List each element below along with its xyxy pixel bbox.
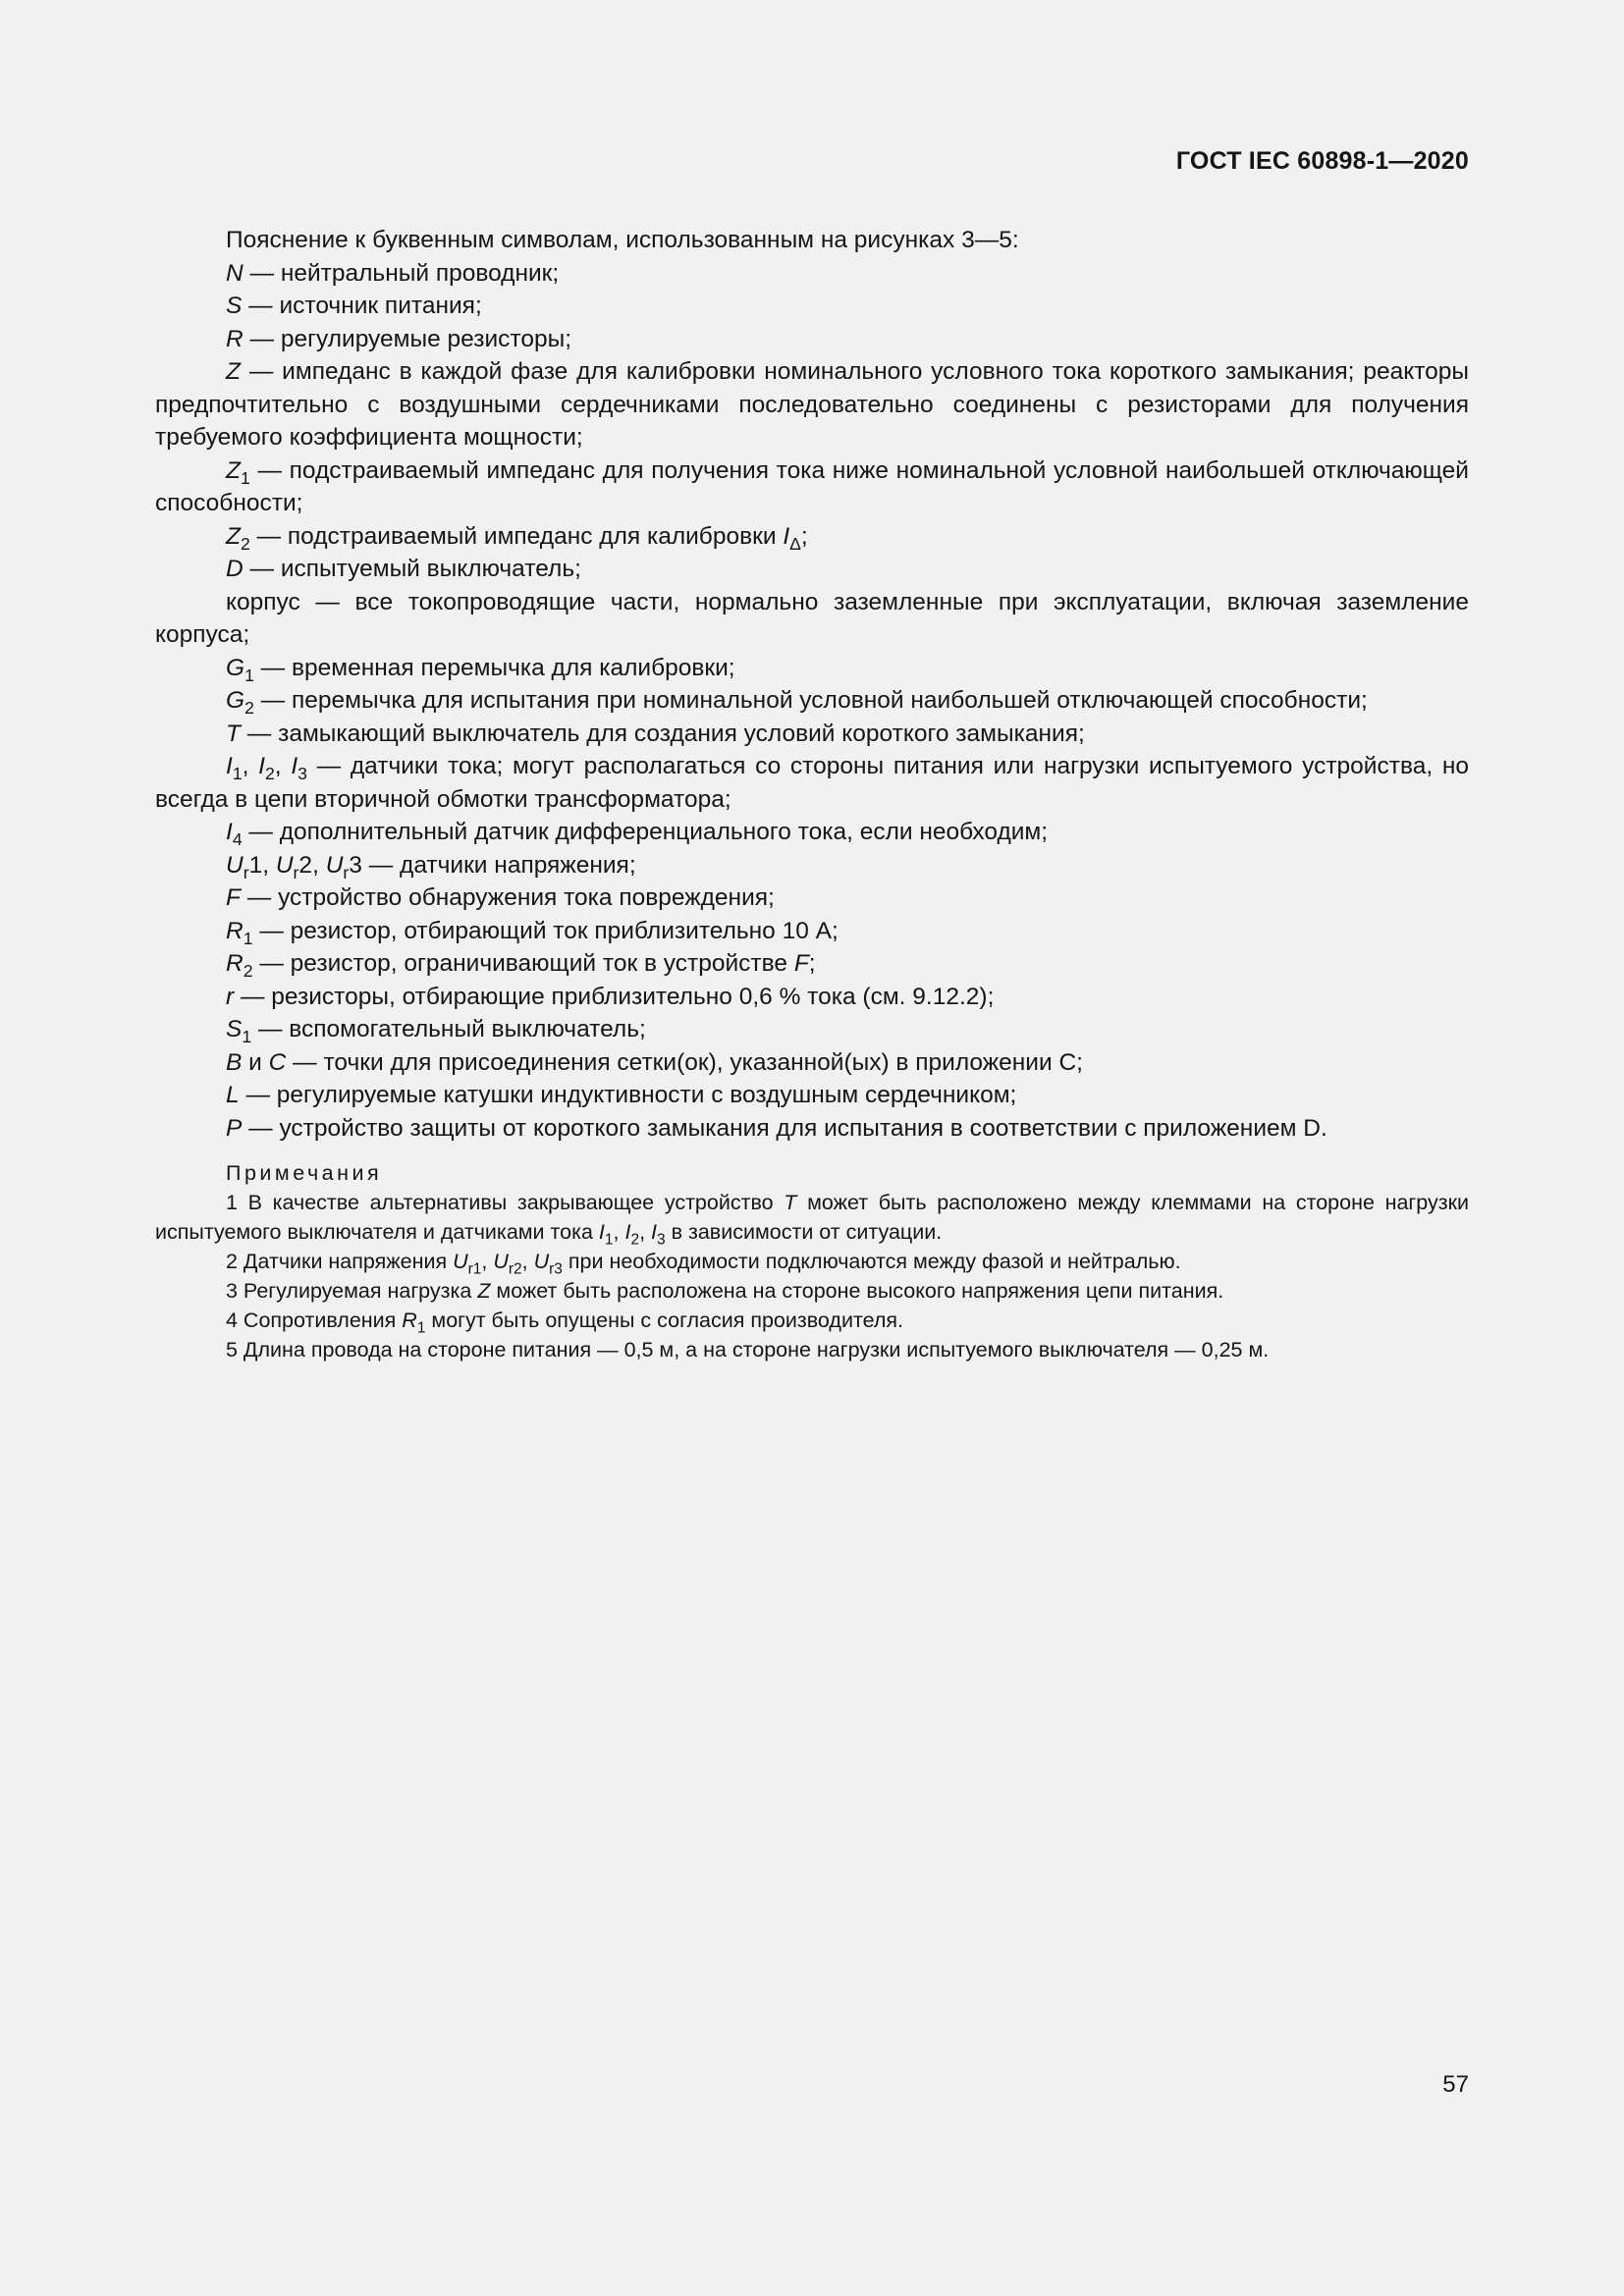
note-4: 4 Сопротивления $R_1$ могут быть опущены с согласия производителя. [226, 1308, 903, 1337]
legend-item: Z — импеданс в каждой фазе для калибровки номинального условного тока короткого замыкания; реакторы предпочтительно с воздушными сердечниками последовательно соединены с резисторами для получения требуемого коэффициента мощности; [155, 358, 1469, 451]
legend-item: T — замыкающий выключатель для создания условий короткого замыкания; [226, 720, 1085, 747]
legend-item: $I_4$ — дополнительный датчик дифференциального тока, если необходим; [226, 819, 1049, 850]
legend-item: L — регулируемые катушки индуктивности с воздушным сердечником; [226, 1082, 1017, 1108]
note-1: 1 В качестве альтернативы закрывающее устройство T может быть расположено между клеммами на стороне нагрузки испытуемого выключателя и датчиками тока $I_1$, $I_2$, $I_3$ в зависимости от ситуации. [155, 1191, 1469, 1249]
page-number: 57 [1442, 2071, 1469, 2098]
legend-item: F — устройство обнаружения тока повреждения; [226, 884, 775, 911]
legend-item: $I_1$, $I_2$, $I_3$ — датчики тока; могут располагаться со стороны питания или нагрузки испытуемого устройства, но всегда в цепи вторичной обмотки трансформатора; [155, 753, 1469, 813]
legend-item: $Z_2$ — подстраиваемый импеданс для калибровки $I_\Delta$; [226, 522, 808, 554]
legend-item: P — устройство защиты от короткого замыкания для испытания в соответствии с приложением D. [226, 1114, 1327, 1142]
legend-item: корпус — все токопроводящие части, нормально заземленные при эксплуатации, включая заземление корпуса; [155, 588, 1469, 648]
legend-item: B и C — точки для присоединения сетки(ок), указанной(ых) в приложении С; [226, 1048, 1083, 1076]
note-5: 5 Длина провода на стороне питания — 0,5 м, а на стороне нагрузки испытуемого выключателя — 0,25 м. [226, 1338, 1270, 1362]
legend-item: $G_2$ — перемычка для испытания при номинальной условной наибольшей отключающей способности; [226, 687, 1368, 719]
notes-section [155, 1158, 1469, 1364]
notes-title: Примечания [226, 1161, 383, 1185]
symbol-legend [155, 224, 1469, 1145]
legend-item: $G_1$ — временная перемычка для калибровки; [226, 654, 735, 685]
note-3: 3 Регулируемая нагрузка Z может быть расположена на стороне высокого напряжения цепи питания. [226, 1279, 1224, 1303]
legend-item: $Z_1$ — подстраиваемый импеданс для получения тока ниже номинальной условной наибольшей отключающей способности; [155, 456, 1469, 516]
legend-item: r — резисторы, отбирающие приблизительно 0,6 % тока (см. 9.12.2); [226, 983, 995, 1010]
legend-item: $U_r1$, $U_r2$, $U_r3$ — датчики напряжения; [226, 851, 636, 882]
legend-item: N — нейтральный проводник; [226, 259, 560, 287]
legend-intro: Пояснение к буквенным символам, использованным на рисунках 3—5: [226, 227, 1019, 253]
note-2: 2 Датчики напряжения $U_{r1}$, $U_{r2}$, $U_{r3}$ при необходимости подключаются между фазой и нейтралью. [226, 1250, 1181, 1278]
legend-item: $R_2$ — резистор, ограничивающий ток в устройстве F; [226, 950, 816, 982]
legend-item: S — источник питания; [226, 293, 482, 319]
document-code: ГОСТ IEC 60898-1—2020 [1175, 147, 1469, 175]
legend-item: D — испытуемый выключатель; [226, 556, 581, 582]
page-body [155, 224, 1469, 1364]
legend-item: $S_1$ — вспомогательный выключатель; [226, 1016, 646, 1047]
legend-item: R — регулируемые резисторы; [226, 325, 572, 352]
legend-item: $R_1$ — резистор, отбирающий ток приблизительно 10 А; [226, 917, 839, 948]
